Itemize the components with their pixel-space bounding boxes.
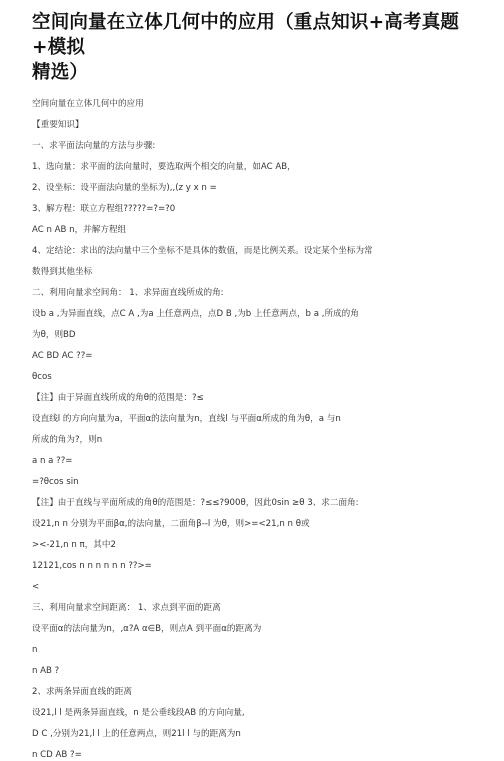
text-line: AC BD AC ??= — [32, 351, 93, 361]
title-line-1: 空间向量在立体几何中的应用（重点知识+高考真题+模拟 — [32, 12, 460, 58]
text-line: 设21,l l 是两条异面直线，n 是公垂线段AB 的方向向量, — [32, 708, 245, 718]
document-title — [32, 10, 484, 85]
text-line: 3、解方程：联立方程组?????=?=?0 — [32, 204, 176, 214]
text-line: 空间向量在立体几何中的应用 — [32, 99, 144, 109]
text-line: 设平面α的法向量为n，,α?A α∈B，则点A 到平面α的距离为 — [32, 624, 262, 634]
text-line: 2、求两条异面直线的距离 — [32, 687, 132, 697]
text-line: 2、设坐标：设平面法向量的坐标为),,(z y x n = — [32, 183, 217, 193]
document-body — [32, 99, 484, 761]
text-line: 三、利用向量求空间距离： 1、求点到平面的距离 — [32, 603, 221, 613]
text-line: ><-21,n n π，其中2 — [32, 540, 116, 550]
text-line: θcos — [32, 372, 52, 382]
text-line: n CD AB ?= — [32, 750, 82, 760]
text-line: 数得到其他坐标 — [32, 267, 93, 277]
text-line: a n a ??= — [32, 456, 73, 466]
text-line: AC n AB n，并解方程组 — [32, 225, 127, 235]
text-line: 二、利用向量求空间角： 1、求异面直线所成的角: — [32, 288, 224, 298]
text-line: 【注】由于直线与平面所成的角θ的范围是：?≤≤?900θ，因此0sin ≥θ 3、求二面角: — [32, 498, 359, 508]
text-line: 一、求平面法向量的方法与步骤: — [32, 141, 156, 151]
title-line-2: 精选） — [32, 62, 89, 83]
text-line: 1、选向量：求平面的法向量时，要选取两个相交的向量，如AC AB， — [32, 162, 296, 172]
text-line: n AB ? — [32, 666, 60, 676]
text-line: < — [32, 582, 40, 592]
text-line: 【注】由于异面直线所成的角θ的范围是：?≤ — [32, 393, 204, 403]
text-line: =?θcos sin — [32, 477, 79, 487]
text-line: 4、定结论：求出的法向量中三个坐标不是具体的数值，而是比例关系。设定某个坐标为常 — [32, 246, 373, 256]
text-line: 12121,cos n n n n n n ??>= — [32, 561, 152, 571]
text-line: 【重要知识】 — [32, 120, 84, 130]
text-line: 所成的角为?，则n — [32, 435, 103, 445]
text-line: 设直线l 的方向向量为a，平面α的法向量为n，直线l 与平面α所成的角为θ，a 与n — [32, 414, 341, 424]
text-line: D C ,分别为21,l l 上的任意两点，则21l l 与的距离为n — [32, 729, 241, 739]
text-line: 为θ，则BD — [32, 330, 76, 340]
text-line: n — [32, 645, 38, 655]
text-line: 设b a ,为异面直线，点C A ,为a 上任意两点，点D B ,为b 上任意两点，b a ,所成的角 — [32, 309, 359, 319]
text-line: 设21,n n 分别为平面βα,的法向量，二面角β--l 为θ，则>=<21,n n θ或 — [32, 519, 310, 529]
